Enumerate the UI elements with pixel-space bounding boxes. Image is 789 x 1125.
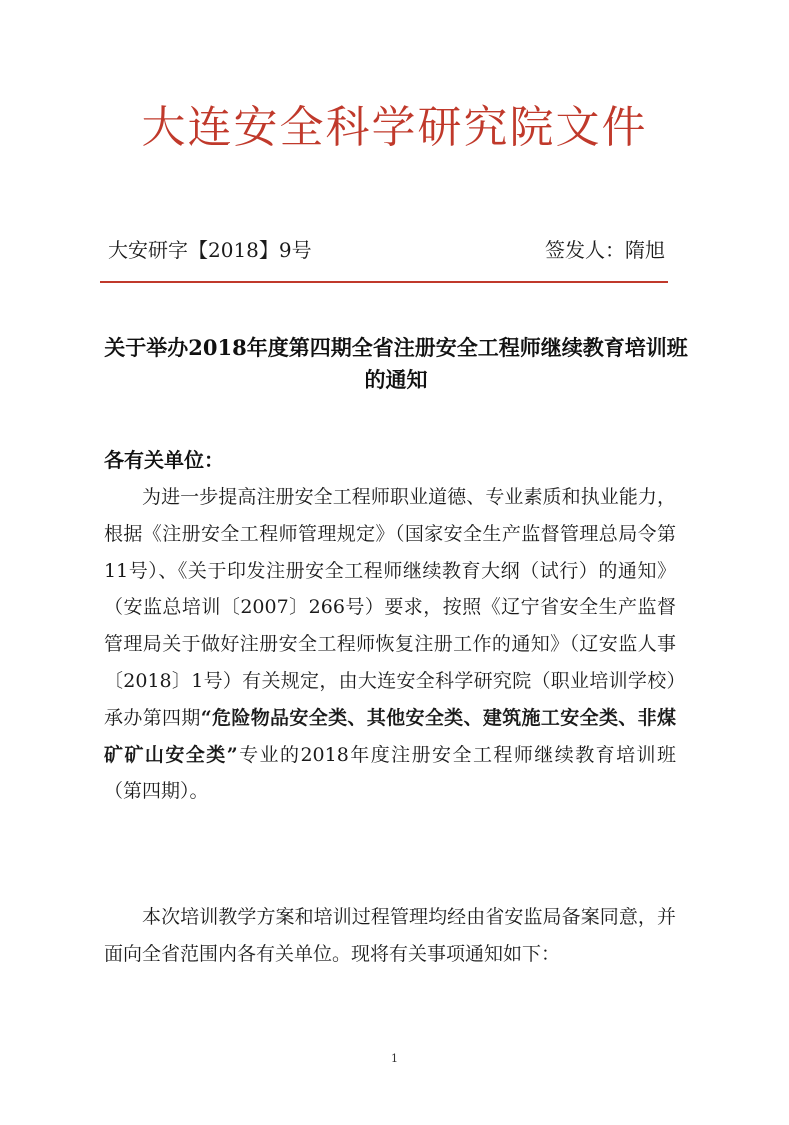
salutation: 各有关单位：: [104, 448, 224, 472]
page-number: 1: [391, 1052, 398, 1065]
document-header-title: 大连安全科学研究院文件: [141, 102, 648, 153]
body-paragraph-2: 本次培训教学方案和培训过程管理均经由省安监局备案同意，并面向全省范围内各有关单位。现将有关事项通知如下：: [104, 906, 676, 965]
para1-text-a: 为进一步提高注册安全工程师职业道德、专业素质和执业能力，根据《注册安全工程师管理规定》（国家安全生产监督管理总局令第11号）、《关于印发注册安全工程师继续教育大纲（试行）的通知》（安监总培训〔2007〕266号）要求，按照《辽宁省安全生产监督管理局关于做好注册安全工程师恢复注册工作的通知》（辽安监人事〔2018〕1号）有关规定，由大连安全科学研究院（职业培训学校）承办第四期: [104, 486, 676, 729]
para1-bold-categories: “危险物品安全类、其他安全类、建筑施工安全类、非煤矿矿山安全类”: [104, 706, 676, 766]
body-paragraph-1: [104, 479, 676, 810]
header-divider: [100, 281, 668, 283]
notice-title: 关于举办2018年度第四期全省注册安全工程师继续教育培训班的通知: [104, 335, 688, 392]
para1-text-b: 专业的2018年度注册安全工程师继续教育培训班（第四期）。: [104, 743, 676, 803]
document-issuer: 签发人：隋旭: [545, 238, 665, 262]
document-number: 大安研字【2018】9号: [108, 238, 312, 262]
